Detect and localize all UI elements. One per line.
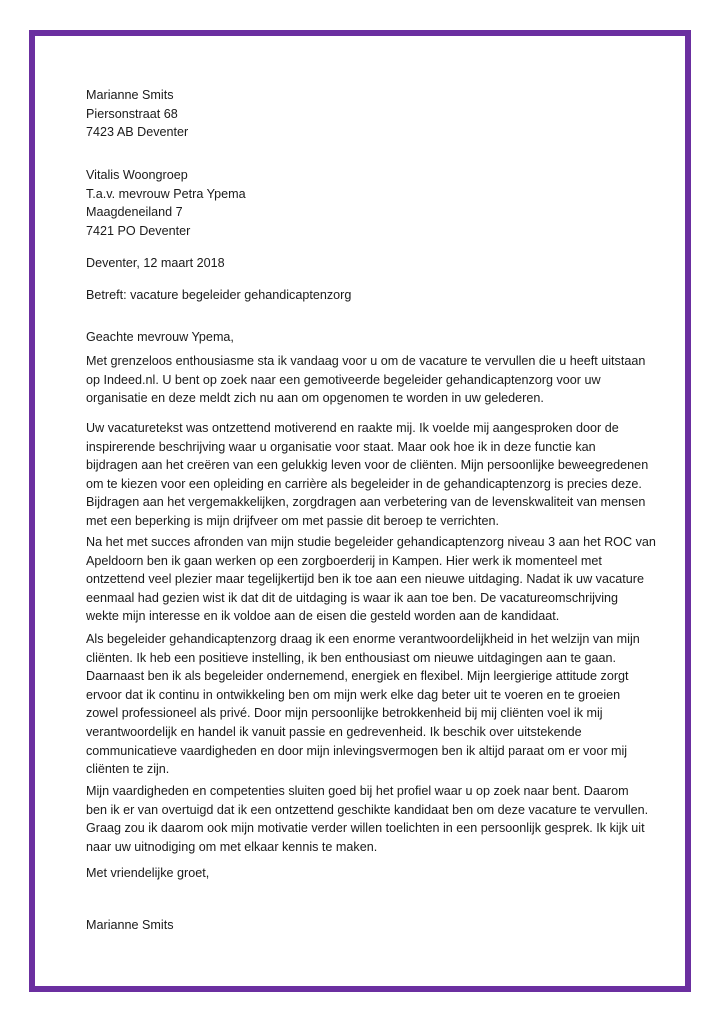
paragraph-line: Mijn vaardigheden en competenties sluiten goed bij het profiel waar u op zoek naar bent. Daarom: [86, 784, 629, 798]
paragraph-line: Met grenzeloos enthousiasme sta ik vandaag voor u om de vacature te vervullen die u heeft uitstaan: [86, 354, 646, 368]
paragraph-line: organisatie en deze meldt zich nu aan om opgenomen te worden in uw gelederen.: [86, 391, 544, 406]
paragraph-line: Daarnaast ben ik als begeleider ondernemend, energiek en flexibel. Mijn leergierige attitude zorgt: [86, 669, 629, 684]
paragraph-line: bijdragen aan het creëren van een gelukkig leven voor de cliënten. Mijn persoonlijke beweegredenen: [86, 458, 649, 473]
letter-signature: Marianne Smits: [86, 918, 174, 932]
paragraph-line: ben ik er van overtuigd dat ik een ontzettend geschikte kandidaat ben om deze vacature te vervullen.: [86, 802, 649, 817]
letter-closing: Met vriendelijke groet,: [86, 866, 210, 880]
paragraph-line: naar uw uitnodiging om met elkaar kennis te maken.: [86, 839, 378, 854]
letter-subject: Betreft: vacature begeleider gehandicaptenzorg: [86, 288, 352, 302]
paragraph-line: zowel professioneel als privé. Door mijn persoonlijke betrokkenheid bij mij cliënten voel ik mij: [86, 706, 603, 721]
paragraph-line: met een beperking is mijn drijfveer om met passie dit beroep te verrichten.: [86, 513, 499, 528]
paragraph-line: cliënten te zijn.: [86, 762, 170, 777]
letter-date: Deventer, 12 maart 2018: [86, 256, 225, 270]
sender-name: Marianne Smits: [86, 88, 174, 102]
sender-address: [86, 86, 188, 142]
recipient-organization: Vitalis Woongroep: [86, 168, 188, 182]
recipient-city: 7421 PO Deventer: [86, 223, 191, 238]
recipient-street: Maagdeneiland 7: [86, 205, 183, 220]
paragraph-line: eenmaal had gezien wist ik dat dit de uitdaging is waar ik aan toe ben. De vacatureomschrijving: [86, 590, 619, 605]
paragraph-line: Na het met succes afronden van mijn studie begeleider gehandicaptenzorg niveau 3 aan het ROC van: [86, 535, 656, 549]
paragraph: [86, 533, 656, 626]
recipient-address: [86, 166, 246, 240]
paragraph: [86, 352, 645, 408]
paragraph-line: Als begeleider gehandicaptenzorg draag ik een enorme verantwoordelijkheid in het welzijn van mijn: [86, 632, 640, 646]
paragraph: [86, 630, 640, 779]
paragraph-line: op Indeed.nl. U bent op zoek naar een gemotiveerde begeleider gehandicaptenzorg voor uw: [86, 372, 601, 387]
paragraph: [86, 419, 648, 531]
letter-salutation: Geachte mevrouw Ypema,: [86, 330, 234, 344]
paragraph-line: wekte mijn interesse en ik voldoe aan de eisen die gesteld worden aan de kandidaat.: [86, 609, 560, 624]
paragraph-line: cliënten. Ik heb een positieve instelling, ik ben enthousiast om nieuwe uitdagingen aan te gaan.: [86, 650, 617, 665]
paragraph-line: inspirerende beschrijving waar u organisatie voor staat. Maar ook hoe ik in deze functie kan: [86, 439, 596, 454]
paragraph-line: Graag zou ik daarom ook mijn motivatie verder willen toelichten in een persoonlijk gesprek. Ik kijk uit: [86, 821, 645, 836]
paragraph-line: communicatieve vaardigheden en door mijn inlevingsvermogen ben ik altijd paraat om er voor mij: [86, 743, 628, 758]
sender-city: 7423 AB Deventer: [86, 125, 189, 140]
paragraph-line: om te kiezen voor een opleiding en carrière als begeleider in de gehandicaptenzorg is precies deze.: [86, 476, 642, 491]
paragraph-line: ontzettend veel plezier maar tegelijkertijd ben ik toe aan een nieuwe uitdaging. Nadat ik uw vacature: [86, 572, 644, 587]
paragraph-line: Bijdragen aan het vergemakkelijken, zorgdragen aan verbetering van de levenskwaliteit van mensen: [86, 495, 646, 510]
paragraph-line: verantwoordelijk en handel ik vanuit passie en gedrevenheid. Ik beschik over uitstekende: [86, 724, 582, 739]
recipient-attention: T.a.v. mevrouw Petra Ypema: [86, 186, 246, 201]
paragraph-line: Uw vacaturetekst was ontzettend motiverend en raakte mij. Ik voelde mij aangesproken door de: [86, 421, 619, 435]
paragraph-line: Apeldoorn ben ik gaan werken op een zorgboerderij in Kampen. Hier werk ik momenteel met: [86, 553, 602, 568]
sender-street: Piersonstraat 68: [86, 106, 178, 121]
paragraph: [86, 782, 648, 856]
paragraph-line: ervoor dat ik continu in ontwikkeling ben om mijn werk elke dag beter uit te voeren en te groeien: [86, 687, 621, 702]
